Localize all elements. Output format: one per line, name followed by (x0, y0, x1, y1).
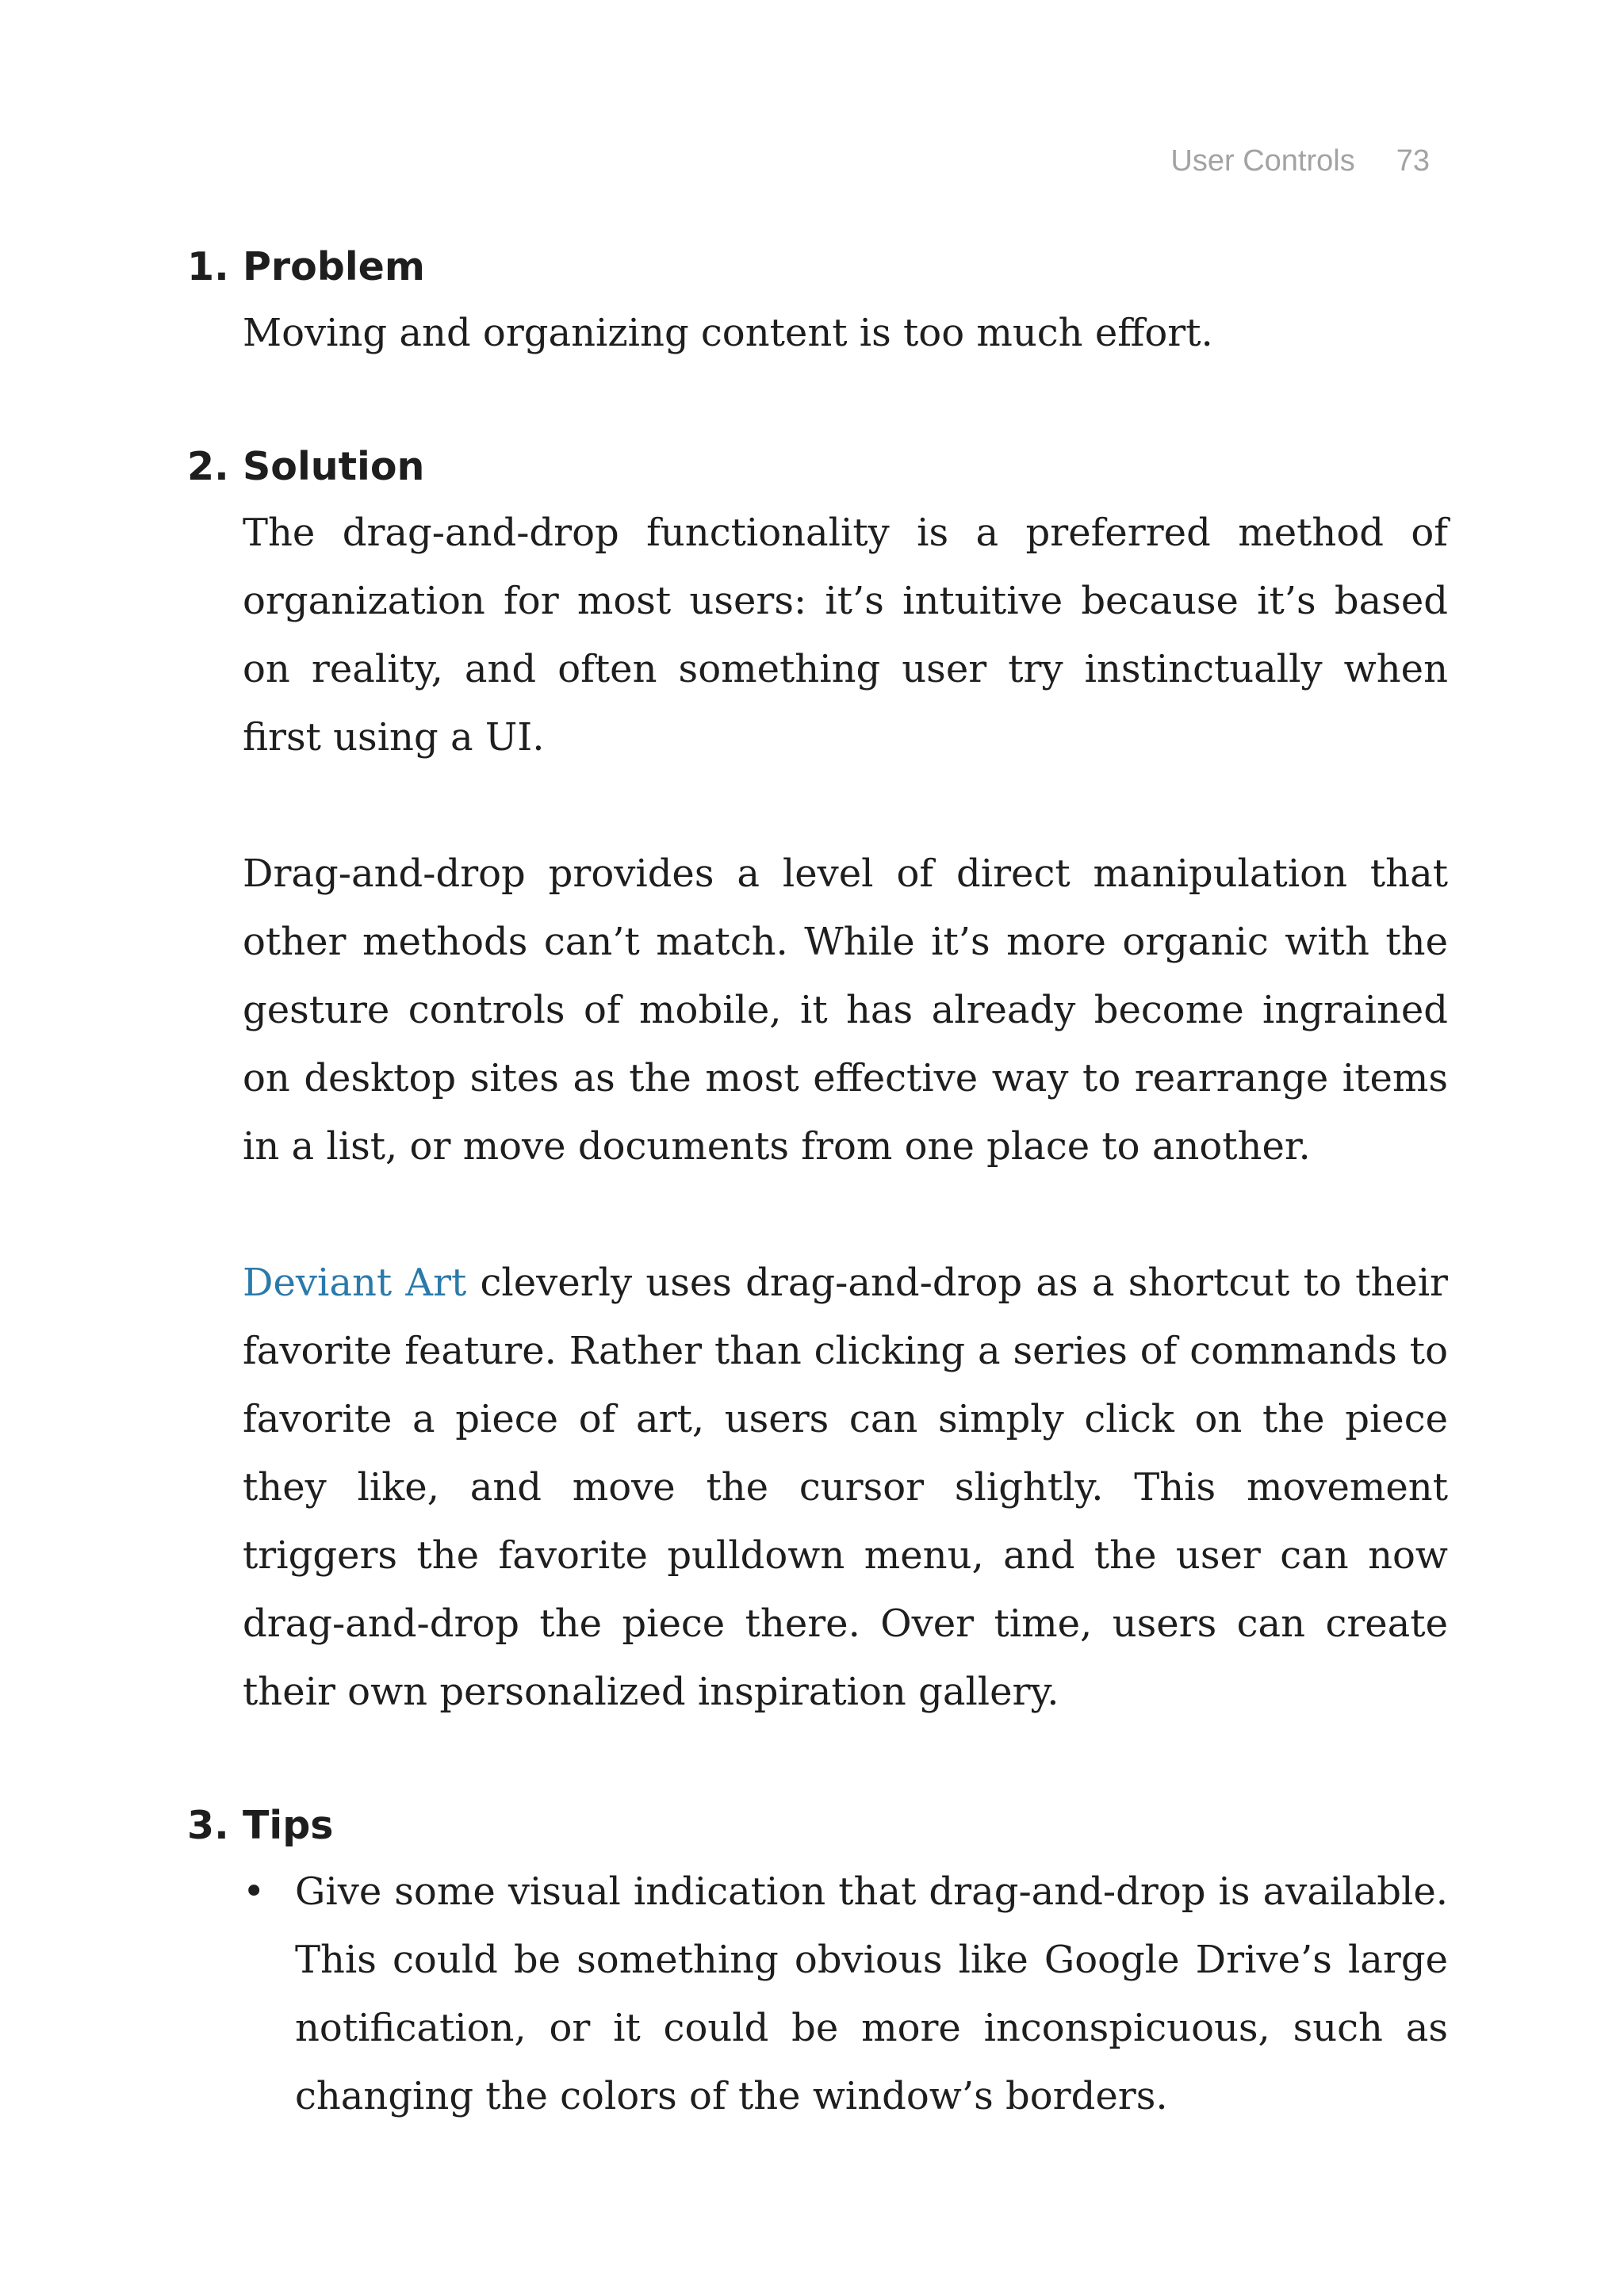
bullet-icon: • (243, 1869, 266, 1914)
solution-paragraph-3 (243, 1249, 1448, 1726)
section-title: Solution (243, 444, 425, 489)
section-title: Tips (243, 1803, 334, 1848)
chapter-title: User Controls (1170, 144, 1355, 178)
section-number: 1. (187, 244, 229, 289)
solution-paragraph-1: The drag-and-drop functionality is a preferred method of organization for most users: it’s intuitive because it’s based on reality, and often something user try instinctually when first using a UI. (243, 511, 1448, 760)
deviant-art-link[interactable]: Deviant Art (243, 1261, 467, 1305)
tips-list (243, 1858, 1448, 2130)
section-heading-solution (187, 435, 1448, 499)
list-item (243, 1858, 1448, 2130)
section-tips (187, 1794, 1448, 2130)
section-title: Problem (243, 244, 425, 289)
section-heading-problem (187, 235, 1448, 299)
solution-paragraph-2: Drag-and-drop provides a level of direct manipulation that other methods can’t match. While it’s more organic with the gesture controls of mobile, it has already become ingrained on desktop sites as the most effective way to rearrange items in a list, or move documents from one place to another. (243, 851, 1448, 1169)
problem-paragraph: Moving and organizing content is too much effort. (243, 311, 1213, 355)
section-problem (187, 235, 1448, 367)
tip-text: Give some visual indication that drag-and-drop is available. This could be something obvious like Google Drive’s large notification, or it could be more inconspicuous, such as changing the colors of the window’s borders. (295, 1869, 1448, 2118)
section-solution (187, 435, 1448, 1726)
section-number: 3. (187, 1803, 229, 1848)
main-content (187, 235, 1448, 2130)
section-number: 2. (187, 444, 229, 489)
page-number: 73 (1396, 144, 1430, 178)
solution-paragraph-3-text: cleverly uses drag-and-drop as a shortcut to their favorite feature. Rather than clicking a series of commands to favorite a piece of art, users can simply click on the piece they like, and move the cursor slightly. This movement triggers the favorite pulldown menu, and the user can now drag-and-drop the piece there. Over time, users can create their own personalized inspiration gallery. (243, 1261, 1448, 1714)
section-heading-tips (187, 1794, 1448, 1858)
running-header (1170, 144, 1430, 178)
